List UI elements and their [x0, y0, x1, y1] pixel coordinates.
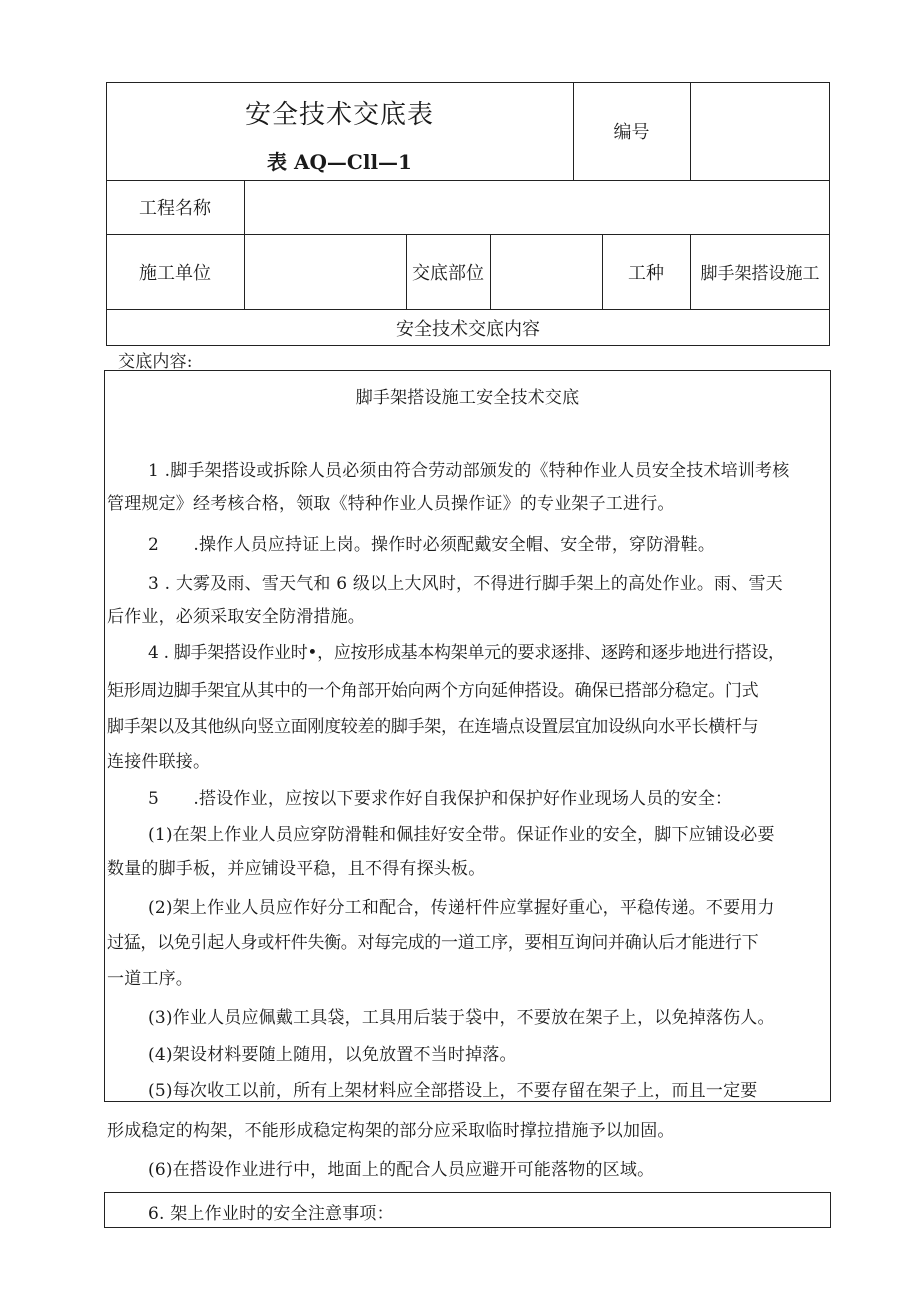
part-value [494, 234, 600, 309]
content-line: (3)作业人员应佩戴工具袋，工具用后装于袋中，不要放在架子上，以免掉落伤人。 [148, 1008, 775, 1028]
section-title: 安全技术交底内容 [396, 318, 540, 340]
content-line: 管理规定》经考核合格，领取《特种作业人员操作证》的专业架子工进行。 [107, 494, 675, 514]
content-line: 2 .操作人员应持证上岗。操作时必须配戴安全帽、安全带，穿防滑鞋。 [148, 535, 716, 555]
content-line: (6)在搭设作业进行中，地面上的配合人员应避开可能落物的区域。 [148, 1160, 655, 1180]
content-line: 5 .搭设作业，应按以下要求作好自我保护和保护好作业现场人员的安全： [148, 789, 733, 809]
page-title: 安全技术交底表 [244, 99, 434, 130]
number-label: 编号 [613, 122, 650, 143]
content-line: 数量的脚手板，并应铺设平稳，且不得有探头板。 [107, 859, 486, 879]
content-line: (1)在架上作业人员应穿防滑鞋和佩挂好安全带。保证作业的安全，脚下应铺设必要 [148, 825, 775, 845]
content-line: 后作业，必须采取安全防滑措施。 [107, 607, 365, 627]
content-line: 一道工序。 [107, 969, 193, 989]
content-title: 脚手架搭设施工安全技术交底 [355, 388, 580, 408]
content-line: (4)架设材料要随上随用，以免放置不当时掉落。 [148, 1045, 517, 1065]
content-line: 过猛，以免引起人身或杆件失衡。对每完成的一道工序，要相互询问并确认后才能进行下 [107, 933, 759, 953]
content-line: (2)架上作业人员应作好分工和配合，传递杆件应掌握好重心，平稳传递。不要用力 [148, 898, 775, 918]
content-line: 3 . 大雾及雨、雪天气和 6 级以上大风时，不得进行脚手架上的高处作业。雨、雪天 [148, 574, 783, 594]
trade-label: 工种 [628, 262, 664, 284]
next-section-heading: 6. 架上作业时的安全注意事项： [148, 1204, 394, 1224]
content-line: 形成稳定的构架，不能形成稳定构架的部分应采取临时撑拉措施予以加固。 [107, 1121, 675, 1141]
unit-value [248, 234, 404, 309]
content-line: 1 .脚手架搭设或拆除人员必须由符合劳动部颁发的《特种作业人员安全技术培训考核 [148, 461, 790, 481]
project-label: 工程名称 [139, 198, 211, 219]
part-label: 交底部位 [412, 262, 484, 284]
content-line: 脚手架以及其他纵向竖立面刚度较差的脚手架，在连墙点设置层宜加设纵向水平长横杆与 [107, 717, 759, 737]
content-label: 交底内容: [118, 352, 193, 372]
content-line: (5)每次收工以前，所有上架材料应全部搭设上，不要存留在架子上，而且一定要 [148, 1081, 758, 1101]
content-line: 矩形周边脚手架宜从其中的一个角部开始向两个方向延伸搭设。确保已搭部分稳定。门式 [107, 681, 759, 701]
unit-label: 施工单位 [139, 262, 211, 284]
form-code: 表 AQ—Cll—1 [267, 149, 412, 174]
content-line: 4 . 脚手架搭设作业时•，应按形成基本构架单元的要求逐排、逐跨和逐步地进行搭设， [148, 643, 785, 663]
project-value [250, 180, 820, 234]
divider [244, 180, 245, 309]
content-line: 连接件联接。 [107, 752, 211, 772]
divider [490, 234, 491, 309]
trade-value: 脚手架搭设施工 [700, 264, 820, 284]
number-value [690, 114, 830, 148]
